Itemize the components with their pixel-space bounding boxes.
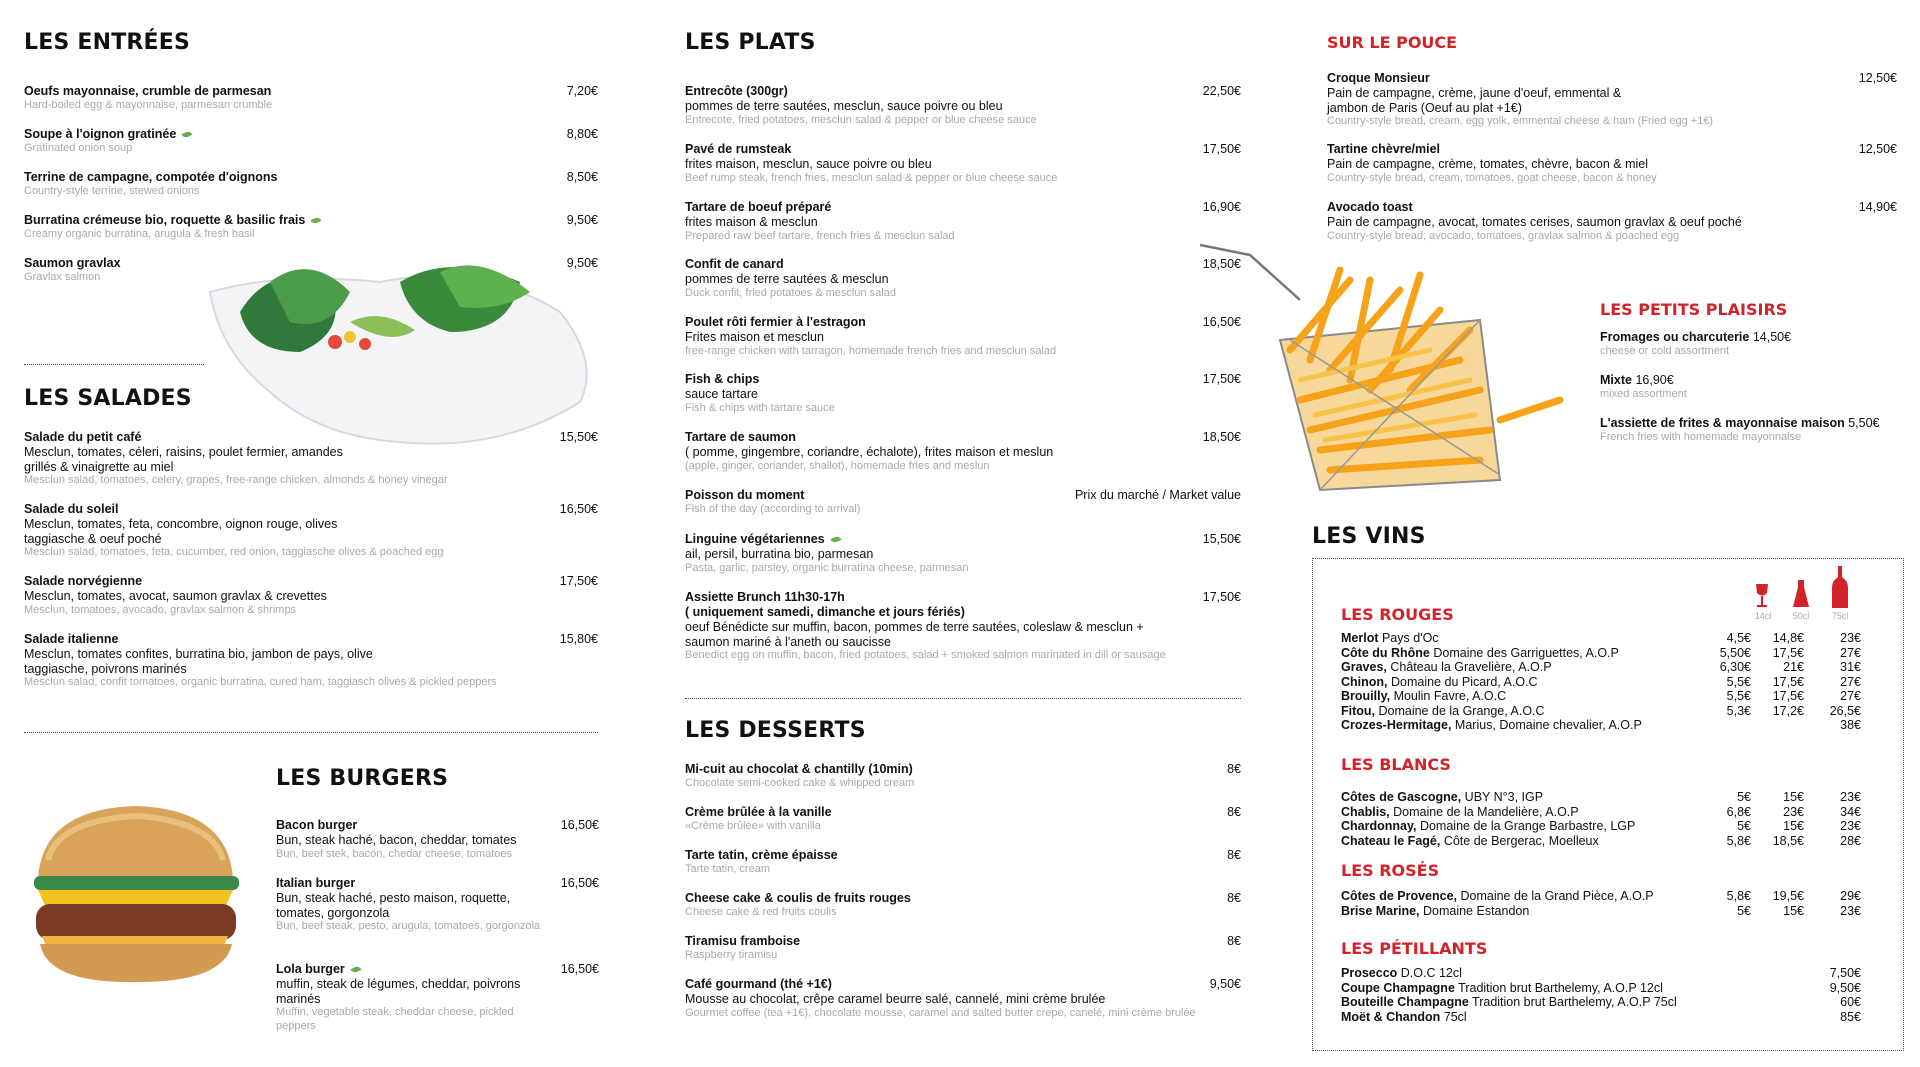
item-english: Hard-boiled egg & mayonnaise, parmesan crumble — [24, 99, 273, 111]
wine-name: Coupe Champagne — [1341, 980, 1455, 995]
item-english: (apple, ginger, coriander, shallot), homemade fries and meslun — [685, 459, 990, 472]
wine-name: Côtes de Gascogne, — [1341, 790, 1462, 804]
wine-row — [1341, 631, 1886, 646]
item-description: Frites maison et mesclun — [685, 330, 824, 344]
item-subtitle: ( uniquement samedi, dimanche et jours fériés) — [685, 605, 965, 619]
item-description: ( pomme, gingembre, coriandre, échalote), frites maison et meslun — [685, 445, 1054, 459]
wine-list-box — [1312, 558, 1904, 1051]
item-english: mixed assortment — [1600, 388, 1687, 400]
item-description: oeuf Bénédicte sur muffin, bacon, pommes de terre sautées, coleslaw & mesclun + saumon mariné à l'aneth ou saucisse — [685, 620, 1144, 649]
size-label-50cl: 50cl — [1792, 611, 1810, 621]
wine-row — [1341, 689, 1886, 704]
wine-row — [1341, 966, 1886, 981]
wine-price-75cl: 34€ — [1840, 804, 1861, 819]
item-english: Mesclun salad, tomatoes, celery, grapes, free-range chicken, almonds & honey vinegar — [24, 474, 448, 486]
wine-price-14cl: 5,50€ — [1719, 645, 1751, 660]
item-english: Entrecote, fried potatoes, mesclun salad & pepper or blue cheese sauce — [685, 113, 1037, 126]
wine-price-14cl: 5€ — [1737, 819, 1751, 833]
item-english: Prepared raw beef tartare, french fries & mesclun salad — [685, 229, 955, 242]
item-english: Country-style bread, cream, tomatoes, goat cheese, bacon & honey — [1327, 171, 1657, 184]
menu-item — [1600, 373, 1920, 402]
vins-heading: LES VINS — [1312, 524, 1426, 549]
wine-price-50cl: 17,5€ — [1772, 674, 1804, 689]
wine-price-14cl: 5,5€ — [1726, 674, 1751, 689]
item-description: Mesclun, tomates, avocat, saumon gravlax & crevettes — [24, 589, 327, 603]
item-english: Country-style bread, avocado, tomatoes, gravlax salmon & poached egg — [1327, 229, 1680, 242]
wine-name: Bouteille Champagne — [1341, 995, 1469, 1009]
item-name: Poulet rôti fermier à l'estragon — [685, 315, 866, 329]
item-name: Cheese cake & coulis de fruits rouges — [685, 891, 911, 905]
item-english: Bun, beef stek, bacon, chedar cheese, tomatoes — [276, 847, 513, 860]
burger-illustration — [28, 800, 243, 985]
wine-price-14cl: 5,8€ — [1726, 889, 1751, 903]
wine-row — [1341, 805, 1886, 820]
item-english: Cheese cake & red fruits coulis — [685, 906, 837, 918]
item-price: 17,50€ — [1202, 372, 1241, 386]
item-price: 8€ — [1227, 848, 1241, 862]
item-price: 16,50€ — [560, 876, 599, 890]
item-name: Italian burger — [276, 876, 356, 890]
wine-price-14cl: 6,8€ — [1726, 804, 1751, 819]
wine-price-75cl: 23€ — [1840, 790, 1861, 804]
carafe-icon — [1792, 579, 1810, 609]
item-description: muffin, steak de légumes, cheddar, poivrons marinés — [276, 977, 521, 1006]
plats-heading: LES PLATS — [685, 30, 816, 55]
item-english: Mesclun salad, confit tomatoes, organic burratina, cured ham, taggiasch olives & pickled peppers — [24, 676, 497, 688]
item-name: Bacon burger — [276, 818, 358, 832]
vegetarian-leaf-icon — [311, 216, 322, 225]
item-price: 8,50€ — [566, 170, 598, 184]
item-name: Tartare de boeuf préparé — [685, 200, 832, 214]
item-price: 18,50€ — [1202, 257, 1241, 271]
wine-price-50cl: 15€ — [1783, 819, 1804, 833]
menu-item — [685, 257, 1241, 300]
wine-name: Côte du Rhône — [1341, 645, 1430, 660]
wine-row — [1341, 660, 1886, 675]
wine-description: Château la Gravelière, A.O.P — [1386, 660, 1552, 674]
item-name: Lola burger — [276, 962, 345, 976]
item-price: 16,50€ — [560, 962, 599, 976]
rouges-heading: LES ROUGES — [1341, 605, 1454, 624]
item-name: Terrine de campagne, compotée d'oignons — [24, 170, 278, 184]
item-name: Salade du petit café — [24, 430, 142, 444]
wine-description: Moulin Favre, A.O.C — [1390, 689, 1507, 703]
petits-plaisirs-heading: LES PETITS PLAISIRS — [1600, 300, 1788, 319]
wine-name: Merlot — [1341, 631, 1379, 645]
menu-item — [685, 848, 1241, 877]
wine-description: Domaine de la Grange Barbastre, LGP — [1416, 819, 1636, 833]
item-english: Mesclun, tomatoes, avocado, gravlax salmon & shrimps — [24, 603, 297, 616]
menu-item — [24, 574, 598, 617]
item-name: Croque Monsieur — [1327, 71, 1430, 85]
wine-price: 9,50€ — [1829, 980, 1861, 995]
wine-glass-icon — [1754, 583, 1770, 609]
wine-name: Crozes-Hermitage, — [1341, 718, 1452, 732]
item-description: Mesclun, tomates, feta, concombre, oignon rouge, olives taggiasche & oeuf poché — [24, 517, 338, 546]
wine-description: Domaine de la Mandelière, A.O.P — [1389, 804, 1579, 819]
menu-item — [685, 372, 1241, 415]
item-name: Pavé de rumsteak — [685, 142, 792, 156]
item-name: Assiette Brunch 11h30-17h — [685, 590, 845, 604]
wine-name: Graves, — [1341, 660, 1387, 674]
wine-price-75cl: 23€ — [1840, 903, 1861, 918]
menu-item — [24, 632, 598, 690]
item-price: 22,50€ — [1202, 84, 1241, 98]
wine-price-14cl: 5€ — [1737, 790, 1751, 804]
item-description: Bun, steak haché, pesto maison, roquette, tomates, gorgonzola — [276, 891, 511, 920]
item-english: French fries with homemade mayonnaise — [1600, 431, 1802, 443]
sur-le-pouce-heading: SUR LE POUCE — [1327, 33, 1458, 52]
wine-description: Pays d'Oc — [1378, 631, 1439, 645]
size-label-75cl: 75cl — [1831, 611, 1849, 621]
wine-name: Fitou, — [1341, 703, 1376, 718]
item-english: free-range chicken with tarragon, homemade french fries and mesclun salad — [685, 344, 1057, 357]
wine-description: UBY N°3, IGP — [1461, 790, 1544, 804]
menu-item — [685, 934, 1241, 963]
wine-bottle-icon — [1831, 565, 1849, 609]
item-name: L'assiette de frites & mayonnaise maison — [1600, 416, 1845, 430]
wine-name: Chablis, — [1341, 804, 1390, 819]
item-price: 16,50€ — [559, 502, 598, 516]
menu-item — [24, 84, 598, 113]
item-english: Creamy organic burratina, arugula & fresh basil — [24, 228, 255, 240]
size-label-14cl: 14cl — [1754, 611, 1772, 621]
item-english: Chocolate semi-cooked cake & whipped cream — [685, 777, 915, 789]
blancs-heading: LES BLANCS — [1341, 755, 1451, 774]
menu-item — [24, 213, 598, 242]
wine-price-50cl: 14,8€ — [1772, 631, 1804, 645]
wine-row — [1341, 889, 1886, 904]
item-english: Gratinated onion soup — [24, 142, 133, 154]
section-divider — [685, 698, 1241, 699]
item-name: Avocado toast — [1327, 200, 1413, 214]
item-english: «Crème brûlée» with vanilla — [685, 820, 821, 832]
item-english: Fish & chips with tartare sauce — [685, 401, 835, 414]
menu-item — [685, 532, 1241, 575]
menu-item — [685, 805, 1241, 834]
item-name: Poisson du moment — [685, 488, 805, 502]
wine-price-14cl: 5,3€ — [1726, 703, 1751, 718]
wine-description: Tradition brut Barthelemy, A.O.P 75cl — [1468, 995, 1677, 1009]
entrees-heading: LES ENTRÉES — [24, 30, 191, 55]
item-price: 17,50€ — [1202, 142, 1241, 156]
wine-row — [1341, 904, 1886, 919]
item-description: sauce tartare — [685, 387, 758, 401]
item-name: Mixte — [1600, 373, 1632, 387]
wine-price-75cl: 27€ — [1840, 645, 1861, 660]
item-price: 14,90€ — [1858, 200, 1897, 214]
item-name: Tartare de saumon — [685, 430, 796, 444]
item-description: frites maison, mesclun, sauce poivre ou bleu — [685, 157, 932, 171]
wine-price-14cl: 5€ — [1737, 903, 1751, 918]
wine-price: 85€ — [1840, 1009, 1861, 1024]
item-english: Fish of the day (according to arrival) — [685, 503, 861, 515]
wine-price-50cl: 18,5€ — [1772, 833, 1804, 848]
wine-description: Marius, Domaine chevalier, A.O.P — [1451, 718, 1642, 732]
item-price: 15,80€ — [559, 632, 598, 646]
wine-price-14cl: 4,5€ — [1726, 631, 1751, 645]
menu-item — [685, 315, 1241, 358]
menu-item — [1600, 330, 1920, 359]
item-name: Saumon gravlax — [24, 256, 121, 270]
wine-row — [1341, 1010, 1886, 1025]
item-description: ail, persil, burratina bio, parmesan — [685, 547, 874, 561]
item-price: 16,90€ — [1202, 200, 1241, 214]
wine-name: Prosecco — [1341, 966, 1398, 980]
item-description: Mesclun, tomates confites, burratina bio, jambon de pays, olive taggiasche, poivrons marinés — [24, 647, 373, 676]
item-name: Mi-cuit au chocolat & chantilly (10min) — [685, 762, 913, 776]
wine-price: 7,50€ — [1829, 966, 1861, 980]
menu-item — [276, 818, 599, 861]
wine-price-75cl: 38€ — [1840, 718, 1861, 732]
item-name: Oeufs mayonnaise, crumble de parmesan — [24, 84, 272, 98]
wine-name: Brise Marine, — [1341, 903, 1420, 918]
item-name: Entrecôte (300gr) — [685, 84, 788, 98]
wine-price-50cl: 15€ — [1783, 790, 1804, 804]
item-english: Gravlax salmon — [24, 271, 101, 283]
menu-item — [24, 170, 598, 199]
item-description: Pain de campagne, crème, jaune d'oeuf, emmental & jambon de Paris (Oeuf au plat +1€) — [1327, 86, 1622, 115]
vegetarian-leaf-icon — [350, 965, 361, 974]
item-name: Tarte tatin, crème épaisse — [685, 848, 838, 862]
menu-item — [1327, 200, 1897, 243]
menu-item — [685, 762, 1241, 791]
wine-row — [1341, 790, 1886, 805]
item-price: 18,50€ — [1202, 430, 1241, 444]
menu-item — [24, 430, 598, 488]
wine-price-75cl: 28€ — [1840, 833, 1861, 848]
wine-name: Brouilly, — [1341, 689, 1391, 703]
item-name: Salade norvégienne — [24, 574, 143, 588]
item-english: Pasta, garlic, parsley, organic burratina cheese, parmesan — [685, 561, 969, 574]
item-name: Tartine chèvre/miel — [1327, 142, 1441, 156]
item-description: Pain de campagne, avocat, tomates cerises, saumon gravlax & oeuf poché — [1327, 215, 1742, 229]
wine-name: Côtes de Provence, — [1341, 889, 1458, 903]
wine-price-75cl: 27€ — [1840, 689, 1861, 703]
wine-description: Côte de Bergerac, Moelleux — [1440, 833, 1599, 848]
wine-description: Tradition brut Barthelemy, A.O.P 12cl — [1454, 980, 1663, 995]
wine-row — [1341, 819, 1886, 834]
menu-item — [276, 962, 599, 1033]
item-price: 17,50€ — [1202, 590, 1241, 604]
item-english: cheese or cold assortment — [1600, 345, 1730, 357]
wine-row — [1341, 995, 1886, 1010]
wine-price-50cl: 23€ — [1783, 804, 1804, 819]
item-price: 9,50€ — [1209, 977, 1241, 991]
item-price: 8€ — [1227, 934, 1241, 948]
wine-name: Chateau le Fagé, — [1341, 833, 1441, 848]
item-description: Mousse au chocolat, crêpe caramel beurre salé, cannelé, mini crème brulée — [685, 992, 1106, 1006]
roses-heading: LES ROSÉS — [1341, 861, 1440, 880]
item-english: Beef rump steak, french fries, mesclun salad & pepper or blue cheese sauce — [685, 171, 1058, 184]
item-price: 8€ — [1227, 805, 1241, 819]
item-name: Fish & chips — [685, 372, 760, 386]
item-name: Linguine végétariennes — [685, 532, 825, 546]
menu-item — [685, 977, 1241, 1020]
menu-item — [24, 502, 598, 560]
menu-item — [685, 200, 1241, 243]
wine-description: Domaine de la Grand Pièce, A.O.P — [1457, 889, 1654, 903]
item-description: pommes de terre sautées, mesclun, sauce poivre ou bleu — [685, 99, 1003, 113]
item-price: 16,50€ — [1202, 315, 1241, 329]
wine-price-75cl: 27€ — [1840, 674, 1861, 689]
menu-item — [685, 142, 1241, 185]
salad-illustration — [200, 252, 600, 452]
wine-row — [1341, 718, 1886, 733]
item-price: 8€ — [1227, 891, 1241, 905]
item-price: 5,50€ — [1848, 416, 1880, 430]
menu-item — [1600, 416, 1920, 445]
item-english: Tarte tatin, cream — [685, 863, 770, 875]
item-price: 12,50€ — [1858, 71, 1897, 85]
wine-price-50cl: 15€ — [1783, 903, 1804, 918]
wine-row — [1341, 675, 1886, 690]
wine-price-14cl: 6,30€ — [1719, 660, 1751, 674]
item-price: 8,80€ — [566, 127, 598, 141]
wine-price-50cl: 21€ — [1783, 660, 1804, 674]
section-divider — [24, 364, 204, 365]
petillants-heading: LES PÉTILLANTS — [1341, 939, 1488, 958]
section-divider — [24, 732, 598, 733]
wine-row — [1341, 834, 1886, 849]
menu-item — [1327, 71, 1897, 129]
item-english: Duck confit, fried potatoes & mesclun salad — [685, 286, 896, 299]
item-name: Confit de canard — [685, 257, 784, 271]
item-price: Prix du marché / Market value — [1074, 488, 1241, 502]
item-description: Bun, steak haché, bacon, cheddar, tomates — [276, 833, 517, 847]
item-price: 9,50€ — [566, 213, 598, 227]
item-price: 7,20€ — [566, 84, 598, 98]
item-description: Mesclun, tomates, céleri, raisins, poulet fermier, amandes grillés & vinaigrette au miel — [24, 445, 343, 474]
wine-price-50cl: 17,2€ — [1772, 703, 1804, 718]
wine-price: 60€ — [1840, 995, 1861, 1009]
menu-item — [685, 430, 1241, 473]
item-english: Country-style terrine, stewed onions — [24, 185, 200, 197]
vegetarian-leaf-icon — [830, 535, 841, 544]
item-name: Café gourmand (thé +1€) — [685, 977, 832, 991]
item-english: Raspberry tiramisu — [685, 949, 778, 961]
wine-price-75cl: 29€ — [1840, 889, 1861, 903]
item-english: Mesclun salad, tomatoes, feta, cucumber, red onion, taggiasche olives & poached egg — [24, 546, 444, 558]
wine-price-50cl: 17,5€ — [1772, 689, 1804, 703]
wine-description: 75cl — [1440, 1009, 1467, 1024]
wine-price-75cl: 31€ — [1840, 660, 1861, 674]
item-english: Gourmet coffee (tea +1€), chocolate mousse, caramel and salted butter crepe, canelé, mini crème brulée — [685, 1006, 1196, 1019]
menu-item — [276, 876, 599, 934]
item-price: 12,50€ — [1858, 142, 1897, 156]
salades-heading: LES SALADES — [24, 386, 192, 411]
wine-price-75cl: 23€ — [1840, 631, 1861, 645]
item-name: Salade italienne — [24, 632, 119, 646]
wine-description: Domaine de la Grange, A.O.C — [1375, 703, 1545, 718]
wine-price-50cl: 17,5€ — [1772, 645, 1804, 660]
menu-item — [1327, 142, 1897, 185]
item-description: Pain de campagne, crème, tomates, chèvre, bacon & miel — [1327, 157, 1648, 171]
item-name: Soupe à l'oignon gratinée — [24, 127, 177, 141]
wine-price-75cl: 23€ — [1840, 819, 1861, 833]
item-price: 8€ — [1227, 762, 1241, 776]
item-name: Burratina crémeuse bio, roquette & basilic frais — [24, 213, 306, 227]
menu-item — [685, 84, 1241, 127]
desserts-heading: LES DESSERTS — [685, 718, 866, 743]
item-english: Benedict egg on muffin, bacon, fried potatoes, salad + smoked salmon marinated in dill or sausage — [685, 649, 1166, 661]
item-price: 15,50€ — [1202, 532, 1241, 546]
item-price: 16,50€ — [560, 818, 599, 832]
item-price: 14,50€ — [1752, 330, 1792, 344]
item-english: Muffin, vegetable steak, cheddar cheese, pickled peppers — [276, 1006, 514, 1032]
item-price: 16,90€ — [1635, 373, 1674, 387]
item-name: Crème brûlée à la vanille — [685, 805, 832, 819]
wine-description: Domaine des Garriguettes, A.O.P — [1429, 645, 1619, 660]
wine-description: Domaine du Picard, A.O.C — [1387, 674, 1538, 689]
wine-name: Chardonnay, — [1341, 819, 1417, 833]
menu-item — [24, 127, 598, 156]
item-name: Fromages ou charcuterie — [1600, 330, 1750, 344]
wine-price-50cl: 19,5€ — [1772, 889, 1804, 903]
menu-item — [685, 488, 1241, 517]
wine-description: D.O.C 12cl — [1397, 966, 1462, 980]
burgers-heading: LES BURGERS — [276, 766, 449, 791]
item-english: Bun, beef steak, pesto, arugula, tomatoes, gorgonzola — [276, 920, 541, 932]
menu-item — [685, 891, 1241, 920]
wine-row — [1341, 704, 1886, 719]
fries-illustration — [1200, 240, 1620, 505]
wine-row — [1341, 646, 1886, 661]
item-english: Country-style bread, cream, egg yolk, emmental cheese & ham (Fried egg +1€) — [1327, 115, 1714, 127]
menu-item — [685, 590, 1241, 663]
wine-name: Chinon, — [1341, 674, 1388, 689]
vegetarian-leaf-icon — [182, 130, 193, 139]
item-price: 15,50€ — [559, 430, 598, 444]
wine-row — [1341, 981, 1886, 996]
item-name: Tiramisu framboise — [685, 934, 801, 948]
wine-price-14cl: 5,5€ — [1726, 689, 1751, 703]
wine-price-14cl: 5,8€ — [1726, 833, 1751, 848]
item-description: frites maison & mesclun — [685, 215, 818, 229]
wine-name: Moët & Chandon — [1341, 1009, 1441, 1024]
wine-price-75cl: 26,5€ — [1829, 703, 1861, 718]
wine-description: Domaine Estandon — [1419, 903, 1530, 918]
item-name: Salade du soleil — [24, 502, 119, 516]
item-description: pommes de terre sautées & mesclun — [685, 272, 889, 286]
item-price: 17,50€ — [559, 574, 598, 588]
item-price: 9,50€ — [566, 256, 598, 270]
